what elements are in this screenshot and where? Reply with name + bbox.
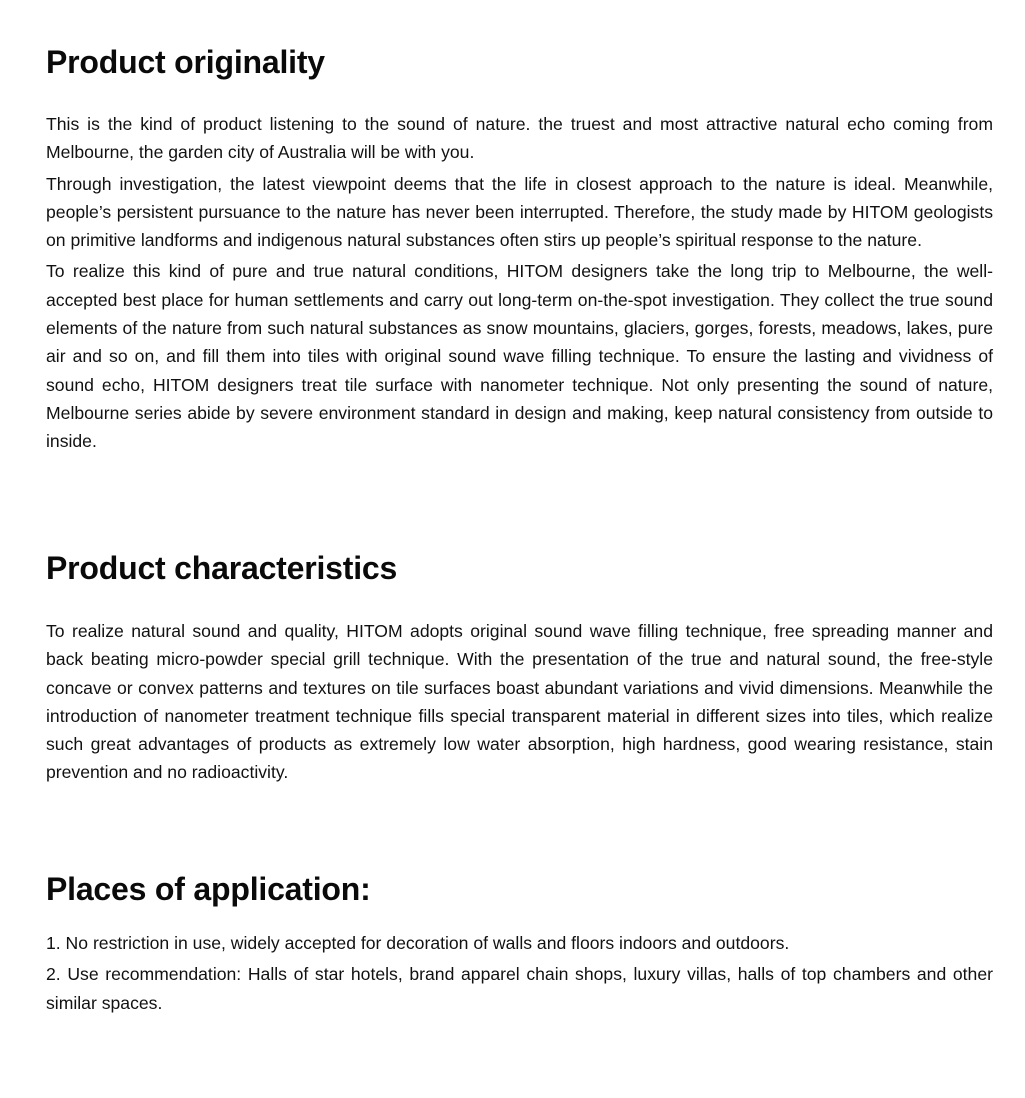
section-title-product-originality: Product originality xyxy=(46,44,325,80)
paragraph: This is the kind of product listening to the sound of nature. the truest and most attractive natural echo coming from Melbourne, the garden city of Australia will be with you. xyxy=(46,114,993,163)
list-item: 2. Use recommendation: Halls of star hotels, brand apparel chain shops, luxury villas, halls of top chambers and other similar spaces. xyxy=(46,964,993,1013)
section-body-product-characteristics xyxy=(46,617,993,787)
section-body-places-of-application xyxy=(46,929,993,1017)
section-title-product-characteristics: Product characteristics xyxy=(46,550,398,586)
list-item: 1. No restriction in use, widely accepted for decoration of walls and floors indoors and outdoors. xyxy=(46,933,790,953)
paragraph: Through investigation, the latest viewpoint deems that the life in closest approach to the nature is ideal. Meanwhile, people’s persistent pursuance to the nature has never been interrupted. Therefore, the study made by HITOM geologists on primitive landforms and indigenous natural substances often stirs up people’s spiritual response to the nature. xyxy=(46,173,993,251)
paragraph: To realize natural sound and quality, HITOM adopts original sound wave filling technique, free spreading manner and back beating micro-powder special grill technique. With the presentation of the true and natural sound, the free-style concave or convex patterns and textures on tile surfaces boast abundant variations and vivid dimensions. Meanwhile the introduction of nanometer treatment technique fills special transparent material in different sizes into tiles, which realize such great advantages of products as extremely low water absorption, high hardness, good wearing resistance, stain prevention and no radioactivity. xyxy=(46,621,993,783)
paragraph: To realize this kind of pure and true natural conditions, HITOM designers take the long trip to Melbourne, the well-accepted best place for human settlements and carry out long-term on-the-spot investigation. They collect the true sound elements of the nature from such natural substances as snow mountains, glaciers, gorges, forests, meadows, lakes, pure air and so on, and fill them into tiles with original sound wave filling technique. To ensure the lasting and vividness of sound echo, HITOM designers treat tile surface with nanometer technique. Not only presenting the sound of nature, Melbourne series abide by severe environment standard in design and making, keep natural consistency from outside to inside. xyxy=(46,261,993,452)
section-title-places-of-application: Places of application: xyxy=(46,871,371,907)
section-body-product-originality xyxy=(46,110,993,456)
